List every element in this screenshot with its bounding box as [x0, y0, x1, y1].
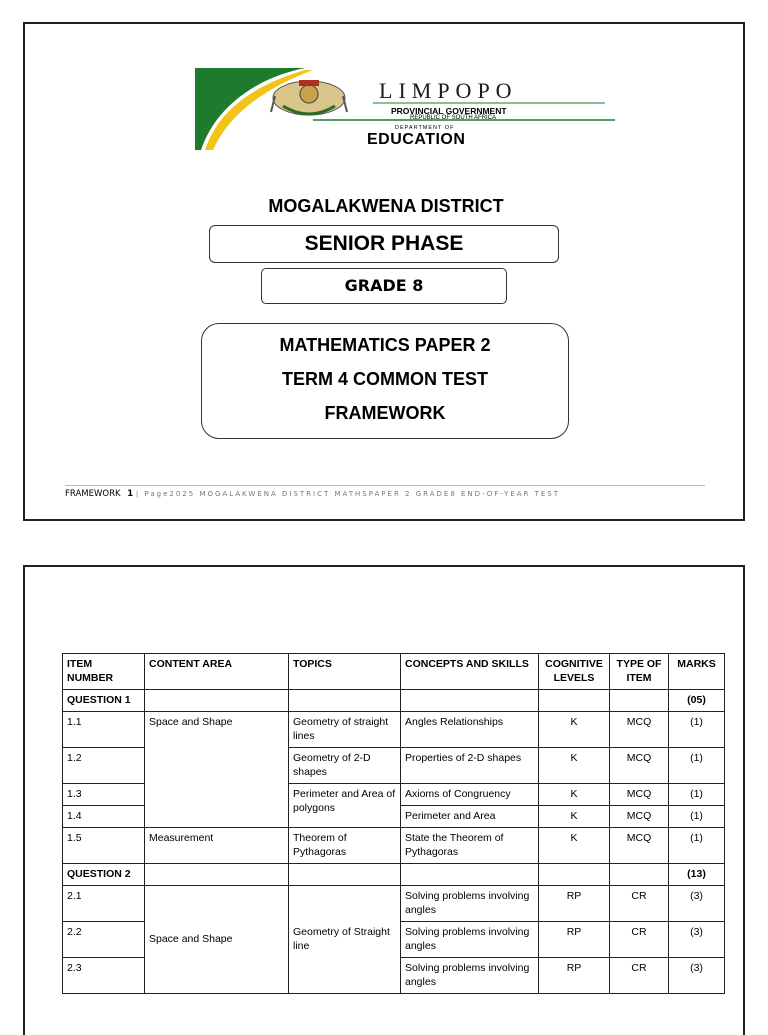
item-number: 2.2 — [63, 922, 145, 958]
concept: Angles Relationships — [401, 712, 539, 748]
table-row — [63, 886, 725, 922]
question-label: QUESTION 2 — [63, 864, 145, 886]
item-type: CR — [610, 958, 669, 994]
topic: Geometry of 2-D shapes — [289, 748, 401, 784]
item-type: CR — [610, 886, 669, 922]
question-marks: (13) — [669, 864, 725, 886]
question-row — [63, 864, 725, 886]
content-area: Space and Shape — [145, 886, 289, 994]
item-marks: (1) — [669, 712, 725, 748]
concept: Solving problems involving angles — [401, 958, 539, 994]
item-number: 2.3 — [63, 958, 145, 994]
concept: Properties of 2-D shapes — [401, 748, 539, 784]
subject-line: FRAMEWORK — [324, 403, 446, 423]
item-marks: (1) — [669, 806, 725, 828]
phase-box: SENIOR PHASE — [209, 225, 559, 263]
framework-page — [23, 565, 745, 1035]
header-content-area: CONTENT AREA — [145, 654, 289, 690]
item-type: MCQ — [610, 712, 669, 748]
cognitive-level: RP — [539, 922, 610, 958]
item-number: 1.1 — [63, 712, 145, 748]
header-type: TYPE OF ITEM — [610, 654, 669, 690]
item-marks: (1) — [669, 828, 725, 864]
item-marks: (1) — [669, 784, 725, 806]
table-row — [63, 712, 725, 748]
item-marks: (3) — [669, 886, 725, 922]
concept: Axioms of Congruency — [401, 784, 539, 806]
footer-label: FRAMEWORK — [65, 489, 121, 499]
logo-province-text: LIMPOPO — [379, 78, 518, 103]
item-type: MCQ — [610, 748, 669, 784]
topic: Theorem of Pythagoras — [289, 828, 401, 864]
concept: State the Theorem of Pythagoras — [401, 828, 539, 864]
subject-line: TERM 4 COMMON TEST — [282, 369, 488, 389]
logo-republic-text: REPUBLIC OF SOUTH AFRICA — [410, 115, 497, 121]
item-type: MCQ — [610, 784, 669, 806]
item-marks: (3) — [669, 958, 725, 994]
question-label: QUESTION 1 — [63, 690, 145, 712]
footer-page-number: 1 — [127, 489, 134, 499]
header-cognitive: COGNITIVE LEVELS — [539, 654, 610, 690]
header-item-number: ITEM NUMBER — [63, 654, 145, 690]
header-marks: MARKS — [669, 654, 725, 690]
page-footer — [65, 485, 705, 499]
item-number: 1.2 — [63, 748, 145, 784]
cognitive-level: K — [539, 784, 610, 806]
footer-text: | Page2025 MOGALAKWENA DISTRICT MATHSPAPER 2 GRADE8 END-OF-YEAR TEST — [135, 490, 561, 498]
question-marks: (05) — [669, 690, 725, 712]
item-number: 1.5 — [63, 828, 145, 864]
cognitive-level: K — [539, 806, 610, 828]
topic: Geometry of straight lines — [289, 712, 401, 748]
cover-page — [23, 22, 745, 521]
content-area: Space and Shape — [145, 712, 289, 828]
question-row — [63, 690, 725, 712]
item-number: 2.1 — [63, 886, 145, 922]
grade-box: GRADE 8 — [261, 268, 507, 304]
item-marks: (3) — [669, 922, 725, 958]
limpopo-logo — [195, 68, 625, 150]
logo-government-text: PROVINCIAL GOVERNMENT — [391, 106, 507, 116]
item-number: 1.3 — [63, 784, 145, 806]
topic: Perimeter and Area of polygons — [289, 784, 401, 828]
item-type: MCQ — [610, 806, 669, 828]
table-header-row — [63, 654, 725, 690]
item-type: CR — [610, 922, 669, 958]
cognitive-level: RP — [539, 958, 610, 994]
topic: Geometry of Straight line — [289, 886, 401, 994]
header-concepts: CONCEPTS AND SKILLS — [401, 654, 539, 690]
district-title: MOGALAKWENA DISTRICT — [268, 196, 504, 216]
cognitive-level: K — [539, 712, 610, 748]
cognitive-level: K — [539, 828, 610, 864]
logo-education-text: EDUCATION — [367, 131, 466, 148]
item-marks: (1) — [669, 748, 725, 784]
cognitive-level: RP — [539, 886, 610, 922]
framework-table — [62, 653, 725, 994]
subject-box — [201, 323, 569, 439]
table-row — [63, 828, 725, 864]
header-topics: TOPICS — [289, 654, 401, 690]
item-type: MCQ — [610, 828, 669, 864]
concept: Solving problems involving angles — [401, 886, 539, 922]
concept: Perimeter and Area — [401, 806, 539, 828]
content-area: Measurement — [145, 828, 289, 864]
cognitive-level: K — [539, 748, 610, 784]
subject-line: MATHEMATICS PAPER 2 — [279, 335, 491, 355]
concept: Solving problems involving angles — [401, 922, 539, 958]
item-number: 1.4 — [63, 806, 145, 828]
logo-department-text: DEPARTMENT OF — [395, 125, 455, 131]
